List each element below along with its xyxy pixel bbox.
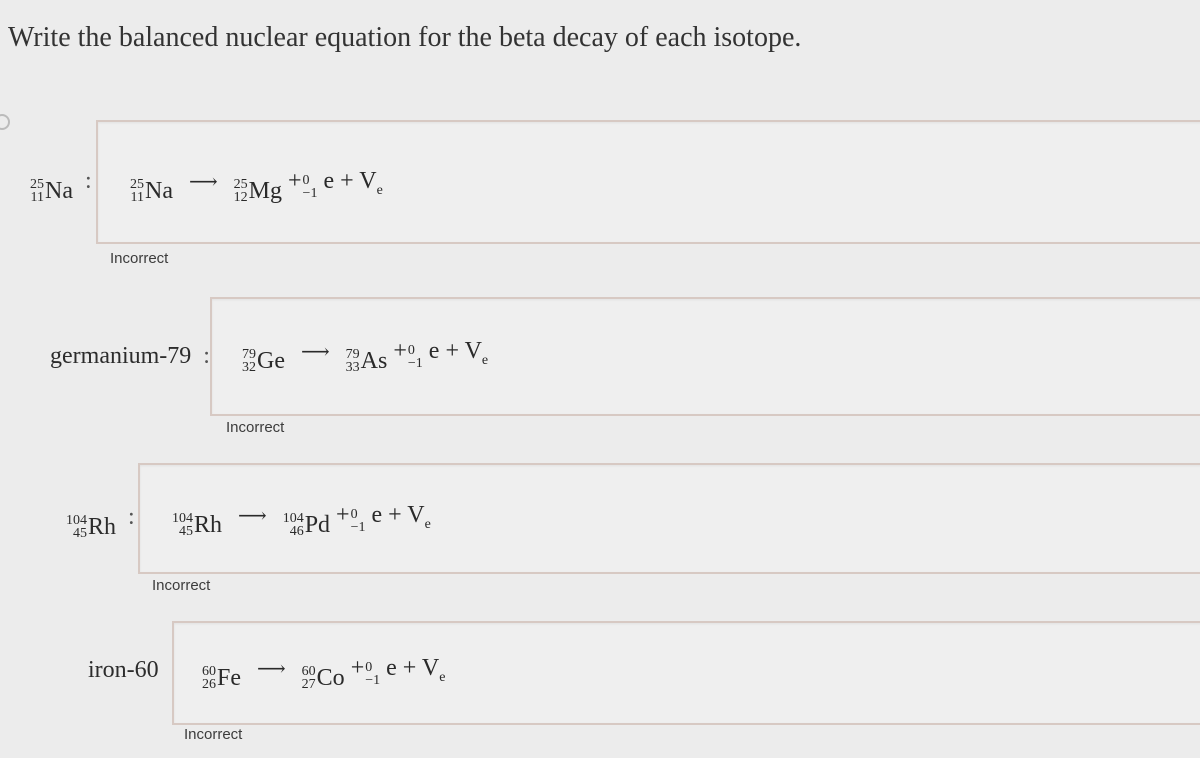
equation-na25[interactable]: [130, 168, 383, 205]
product-nuclide: 60 27 Co: [301, 664, 345, 692]
electron-numbers: 0 −1: [350, 507, 366, 535]
neutrino-symbol: $V_e$: [359, 168, 383, 198]
electron-symbol: e: [323, 168, 335, 194]
question-title: Write the balanced nuclear equation for the beta decay of each isotope.: [8, 22, 802, 53]
electron-numbers: 0 −1: [407, 343, 423, 371]
isotope-label-na25: [30, 168, 92, 205]
isotope-label-iron60: iron-60: [88, 657, 177, 684]
label-separator: :: [84, 168, 92, 194]
reactant-nuclide: 79 32 Ge: [242, 347, 285, 375]
plus-sign: +: [288, 168, 302, 194]
label-separator: :: [203, 343, 210, 369]
product-nuclide: 25 12 Mg: [233, 177, 282, 205]
product-nuclide: 104 46 Pd: [282, 511, 331, 539]
feedback-incorrect: Incorrect: [110, 250, 169, 267]
radio-edge-icon: [0, 114, 10, 130]
feedback-incorrect: Incorrect: [226, 419, 285, 436]
neutrino-symbol: $V_e$: [407, 502, 431, 532]
neutrino-symbol: $V_e$: [464, 338, 489, 368]
electron-symbol: e: [386, 655, 397, 681]
plus-sign: +: [336, 502, 350, 528]
reaction-arrow-icon: ⟶: [188, 171, 218, 193]
isotope-symbol: 25 11 Na: [30, 177, 73, 205]
reactant-nuclide: 60 26 Fe: [202, 664, 241, 692]
plus-sign: +: [393, 338, 407, 364]
reaction-arrow-icon: ⟶: [300, 341, 330, 363]
plus-sign: +: [350, 655, 365, 681]
electron-numbers: 0 −1: [365, 660, 381, 688]
feedback-incorrect: Incorrect: [184, 726, 243, 743]
reactant-nuclide: 25 11 Na: [130, 177, 173, 205]
neutrino-symbol: $V_e$: [421, 655, 446, 685]
electron-numbers: 0 −1: [302, 173, 318, 201]
equation-iron60[interactable]: [202, 655, 445, 692]
plus-sign: +: [340, 168, 354, 194]
isotope-symbol: 104 45 Rh: [66, 513, 117, 541]
plus-sign: +: [402, 655, 417, 681]
electron-symbol: e: [371, 502, 383, 528]
equation-rh104[interactable]: [172, 502, 431, 539]
label-separator: :: [128, 504, 135, 530]
reaction-arrow-icon: ⟶: [257, 658, 286, 680]
electron-symbol: e: [428, 338, 440, 364]
plus-sign: +: [388, 502, 402, 528]
feedback-incorrect: Incorrect: [152, 577, 211, 594]
equation-germanium79[interactable]: [242, 338, 488, 375]
isotope-label-germanium79: germanium-79 :: [50, 343, 210, 369]
reactant-nuclide: 104 45 Rh: [172, 511, 223, 539]
plus-sign: +: [445, 338, 459, 364]
isotope-label-rh104: [66, 504, 135, 541]
reaction-arrow-icon: ⟶: [238, 505, 267, 527]
product-nuclide: 79 33 As: [345, 347, 388, 375]
